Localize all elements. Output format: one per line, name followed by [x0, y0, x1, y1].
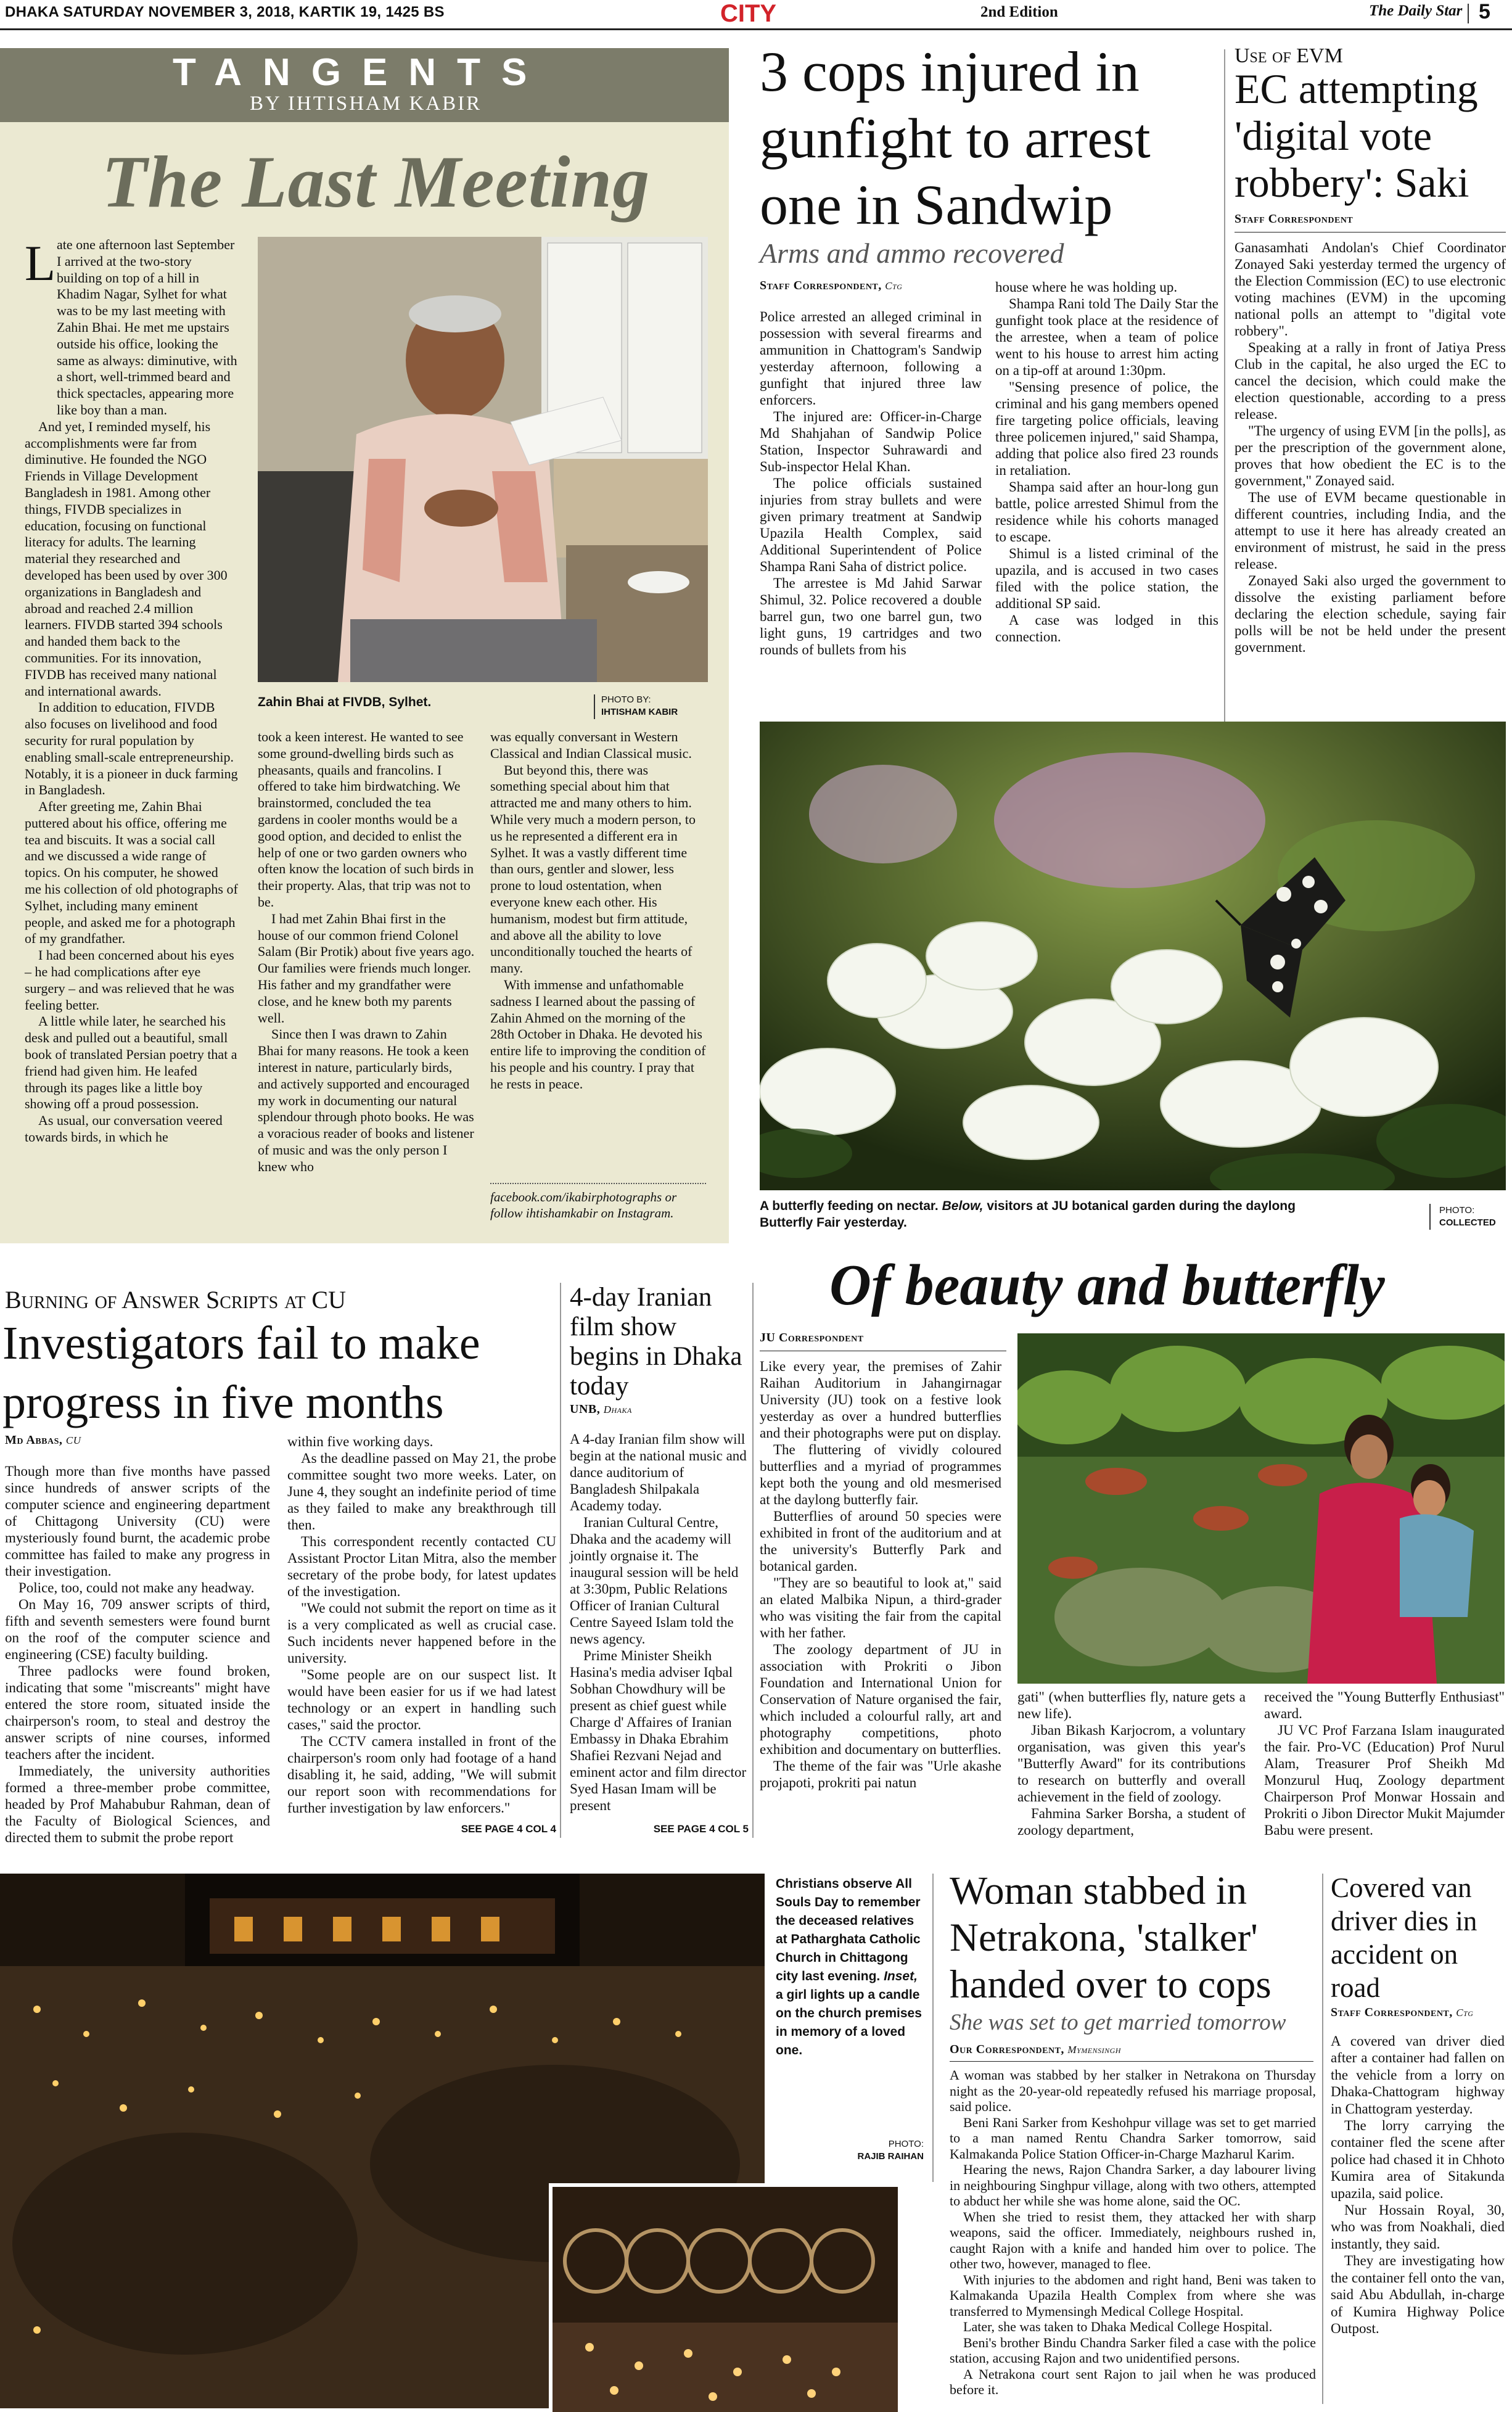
cu-iranian-divider: [560, 1283, 561, 1838]
tangents-photo-caption: Zahin Bhai at FIVDB, Sylhet.: [258, 695, 432, 709]
covered-van-p0: A covered van driver died after a container had fallen on the vehicle from a lorry on Dhaka-Chattogram highway in Chattogram yesterday.: [1331, 2033, 1505, 2117]
cu-col2-p5: The CCTV camera installed in front of the chairperson's room only had footage of a hand disabling it, he said, adding, "We will submit our report soon with recommendations for further investigation by law enforcers.": [287, 1734, 556, 1816]
evm-body: [1235, 239, 1506, 656]
cops-col1-p2: The police officials sustained injuries from stray bullets and were given primary treatment at Sandwip Upazila Health Complex, said Additional Superintendent of Police Shampa Rani Saha of district police.: [760, 475, 982, 574]
cops-col2: [995, 279, 1218, 645]
cu-col1-p3: Three padlocks were found broken, indicating that some "miscreants" might have entered the store room, situated inside the chairperson's room, to steal and destroy the answer scripts of nine courses, informed teachers after the incident.: [5, 1663, 270, 1762]
tangents-col1-p1: And yet, I reminded myself, his accomplishments were far from diminutive. He founded the NGO Friends in Village Development Bangladesh in 1981. Among other things, FIVDB specializes in education, focusing on functional literacy for adults. The learning material they researched and developed has been used by over 300 organizations in Bangladesh and abroad and reached 2.4 million learners. FIVDB started 394 schools and handed them back to the communities. For its innovation, FIVDB has received many national and international awards.: [25, 418, 228, 699]
tangents-col3-p2: With immense and unfathomable sadness I learned about the passing of Zahin Ahmed on the morning of the 28th October in Dhaka. He devoted his entire life to improving the condition of his people and his country. I pray that he rests in peace.: [490, 976, 706, 1092]
cu-byline-place: CU: [65, 1434, 81, 1446]
butterfly-credit-name: COLLECTED: [1439, 1217, 1496, 1228]
cu-col2-p2: This correspondent recently contacted CU Assistant Proctor Litan Mitra, also the member secretary of the probe body, for latest updates of the investigation.: [287, 1534, 556, 1599]
section-name: CITY: [720, 0, 777, 27]
paper-name: The Daily Star: [1369, 2, 1463, 19]
zahin-bhai-illustration: [258, 237, 708, 682]
cu-see-page[interactable]: SEE PAGE 4 COL 4: [461, 1823, 556, 1835]
evm-kicker: Use of EVM: [1235, 44, 1343, 67]
netrakona-headline: Woman stabbed in Netrakona, 'stalker' handed over to cops: [950, 1869, 1272, 2007]
tangents-col2: [258, 729, 475, 1175]
tangents-credit-rule: [594, 694, 595, 719]
tangents-col3: [490, 729, 707, 1093]
iranian-byline-place: Dhaka: [603, 1404, 632, 1415]
beauty-col3: [1264, 1689, 1505, 1838]
cops-col2-p3: Shampa said after an hour-long gun battle, police arrested Shimul from the residence while his cohorts managed to escape.: [995, 479, 1218, 545]
netrakona-p7: A Netrakona court sent Rajon to jail when he was produced before it.: [950, 2366, 1316, 2397]
netrakona-p2: Hearing the news, Rajon Chandra Sarker, a day labourer living in neighbouring Singhpur village, along with two others, attempted to abduct her while she was home alone, said the OC.: [950, 2162, 1316, 2208]
tangents-byline: BY IHTISHAM KABIR: [250, 93, 482, 115]
iranian-byline-name: UNB,: [570, 1402, 601, 1416]
iranian-beauty-divider: [752, 1283, 754, 1838]
netrakona-subhead: She was set to get married tomorrow: [950, 2010, 1286, 2035]
netrakona-p4: With injuries to the abdomen and right hand, Beni was taken to Kalmakanda Upazila Health Complex from where she was transferred to Mymensingh Medical College Hospital.: [950, 2271, 1316, 2319]
covered-van-p3: They are investigating how the container fell onto the van, said Abu Abdullah, in-charge of Kumira Highway Police Outpost.: [1331, 2253, 1505, 2336]
netrakona-covered-divider: [1322, 1874, 1323, 2404]
butterfly-caption: [760, 1198, 1315, 1231]
cops-col1-p0: Police arrested an alleged criminal in possession with several firearms and ammunition in Chattogram's Sandwip yesterday afternoon, following a gunfight that injured three law enforcers.: [760, 309, 982, 408]
beauty-col1-p3: "They are so beautiful to look at," said an elated Malbika Nipun, a third-grader who was visiting the fair from the capital with her father.: [760, 1575, 1001, 1640]
cops-col1: [760, 308, 982, 658]
butterfly-illustration: [760, 722, 1506, 1190]
tangents-col1-p5: A little while later, he searched his desk and pulled out a beautiful, small book of translated Persian poetry that a friend had given him. He leafed through its pages like a little boy showing off a proud possession.: [25, 1013, 237, 1112]
tangents-col2-p1: I had met Zahin Bhai first in the house of our common friend Colonel Salam (Bir Protik) about five years ago. Our families were friends much longer. His father and my grandfather were close, and he knew both my parents well.: [258, 910, 475, 1026]
all-souls-caption-b: Inset,: [884, 1969, 918, 1983]
iranian-body: [570, 1431, 749, 1814]
iranian-p1: Iranian Cultural Centre, Dhaka and the academy will jointly orgnaise it. The inaugural session will be held at 3:30pm, Public Relations Officer of Iranian Cultural Centre Sayeed Islam told the news agency.: [570, 1515, 739, 1647]
beauty-headline: Of beauty and butterfly: [829, 1253, 1385, 1317]
tangents-col1-p6: As usual, our conversation veered towards birds, in which he: [25, 1113, 223, 1145]
page-number: 5: [1479, 0, 1490, 23]
cu-byline: [5, 1433, 81, 1447]
iranian-see-page[interactable]: SEE PAGE 4 COL 5: [653, 1823, 749, 1835]
evm-byline-rule: [1235, 232, 1506, 233]
beauty-col1-p5: The theme of the fair was "Urle akashe projapoti, prokriti pai natun: [760, 1758, 1001, 1790]
all-souls-caption: [776, 1875, 924, 2060]
cops-col2-p0: house where he was holding up.: [995, 279, 1178, 295]
beauty-col3-p1: JU VC Prof Farzana Islam inaugurated the fair. Pro-VC (Education) Prof Nurul Alam, Treasurer Prof Sheikh Md Monzurul Huq, Zoology department Chairperson Prof Monwar Hossain and Prokriti o Jibon Director Mukit Majumder Babu were present.: [1264, 1723, 1505, 1838]
butterfly-caption-a: A butterfly feeding on nectar.: [760, 1199, 939, 1213]
cu-col1: [5, 1463, 270, 1846]
all-souls-credit-name: RAJIB RAIHAN: [857, 2151, 924, 2162]
cops-col1-p1: The injured are: Officer-in-Charge Md Shahjahan of Sandwip Police Station, Inspector Suhrawardi and Sub-inspector Helal Khan.: [760, 409, 982, 474]
cops-headline: 3 cops injured in gunfight to arrest one in Sandwip: [760, 40, 1151, 236]
covered-van-byline: [1331, 2006, 1473, 2020]
cu-col1-p1: Police, too, could not make any headway.: [18, 1580, 255, 1595]
evm-headline: EC attempting 'digital vote robbery': Saki: [1235, 65, 1478, 206]
beauty-byline: JU Correspondent: [760, 1331, 864, 1344]
cops-col2-p2: "Sensing presence of police, the criminal and his gang members opened fire targeting police officials, leaving three policemen injured," said Shampa, adding that police also fired 23 rounds in retaliation.: [995, 379, 1218, 478]
dropcap: L: [25, 235, 56, 291]
cu-col1-p4: Immediately, the university authorities formed a three-member probe committee, headed by Prof Mahabubur Rahman, dean of the Faculty of Biological Sciences, and directed them to submit the probe report: [5, 1763, 270, 1845]
all-souls-inset-photo: [549, 2183, 898, 2412]
evm-p3: The use of EVM became questionable in different countries, including India, and the attempt to use it here has already created an environment of mistrust, he said in the press release.: [1235, 490, 1506, 572]
cu-headline: Investigators fail to make progress in five months: [2, 1317, 480, 1428]
iranian-p2: Prime Minister Sheikh Hasina's media adviser Iqbal Sobhan Chowdhury will be present as chief guest while Charge d' Affaires of Iranian Embassy in Dhaka Ebrahim Shafiei Rezvani Nejad and eminent actor and film director Syed Hasan Imam will be present: [570, 1648, 747, 1813]
cops-evm-divider: [1224, 49, 1225, 722]
tangents-photo-credit-label: PHOTO BY:: [601, 694, 651, 705]
all-souls-caption-a: Christians observe All Souls Day to remember the deceased relatives at Patharghata Catholic Church in Chittagong city last evening.: [776, 1877, 921, 1983]
butterfly-caption-c: visitors at JU botanical garden during the daylong Butterfly Fair yesterday.: [760, 1199, 1296, 1230]
beauty-col2: [1017, 1689, 1246, 1838]
beauty-col1-p4: The zoology department of JU in association with Prokriti o Jibon Foundation and International Union for Conservation of Nature organised the fair, which included a colourful rally, art and photography competitions, photo exhibition and documentary on butterflies.: [760, 1642, 1001, 1757]
covered-van-p2: Nur Hossain Royal, 30, who was from Noakhali, died instantly, they said.: [1331, 2202, 1505, 2252]
butterfly-caption-b: Below,: [942, 1199, 984, 1213]
cu-byline-name: Md Abbas,: [5, 1433, 63, 1447]
covered-van-body: [1331, 2033, 1505, 2337]
beauty-col1-p0: Like every year, the premises of Zahir Raihan Auditorium in Jahangirnagar University (JU) took on a festive look yesterday as over a hundred butterflies and their photographs were put on display.: [760, 1359, 1001, 1441]
tangents-footer[interactable]: facebook.com/ikabirphotographs or follow ihtishamkabir on Instagram.: [490, 1190, 677, 1220]
iranian-p0: A 4-day Iranian film show will begin at the national music and dance auditorium of Bangladesh Shilpakala Academy today.: [570, 1431, 747, 1513]
covered-van-headline: Covered van driver dies in accident on road: [1331, 1872, 1477, 2003]
cops-byline-place: Ctg: [885, 280, 903, 292]
beauty-col1: [760, 1358, 1001, 1791]
cu-col1-p0: Though more than five months have passed since hundreds of answer scripts of the computer science and engineering department of Chittagong University (CU) were mysteriously found burnt, the academic probe committee has failed to make any progress in their investigation.: [5, 1463, 270, 1579]
cops-col2-p5: A case was lodged in this connection.: [995, 612, 1218, 644]
beauty-col3-p0: received the "Young Butterfly Enthusiast" award.: [1264, 1689, 1505, 1721]
all-souls-credit-label: PHOTO:: [888, 2139, 924, 2149]
zahin-bhai-photo: [258, 237, 708, 682]
tangents-col1-p0: ate one afternoon last September I arrived at the two-story building on top of a hill in Khadim Nagar, Sylhet for what was to be my last meeting with Zahin Bhai. He met me upstairs outside his office, looking the same as always: diminutive, with a short, well-trimmed beard and thick spectacles, appearing more like boy than a man.: [57, 237, 237, 418]
netrakona-byline-place: Mymensingh: [1067, 2044, 1121, 2056]
beauty-col2-p0: gati" (when butterflies fly, nature gets a new life).: [1017, 1689, 1246, 1721]
butterfly-credit-label: PHOTO:: [1439, 1205, 1475, 1216]
evm-byline: Staff Correspondent: [1235, 212, 1354, 226]
inset-illustration: [553, 2187, 898, 2412]
edition-label: 2nd Edition: [980, 4, 1058, 20]
masthead-rule: [0, 28, 1512, 30]
evm-p4: Zonayed Saki also urged the government to dissolve the existing parliament before declaring the election schedule, saying fair polls will be not be held under the present government.: [1235, 573, 1506, 655]
netrakona-byline-rule: [950, 2061, 1313, 2062]
cu-kicker: Burning of Answer Scripts at CU: [5, 1286, 346, 1314]
evm-p1: Speaking at a rally in front of Jatiya Press Club in the capital, he also urged the EC to cancel the decision, which could make the election questionable, according to a press release.: [1235, 340, 1506, 422]
tangents-col3-p1: But beyond this, there was something special about him that attracted me and many others to him. While very much a modern person, to us he represented a different era in Sylhet. It was a vastly different time than ours, gentler and slower, less prone to loud ostentation, when everyone knew each other. His humanism, modest but firm attitude, and above all the ability to love unconditionally touched the hearts of many.: [490, 762, 696, 976]
beauty-col2-p2: Fahmina Sarker Borsha, a student of zoology department,: [1017, 1806, 1246, 1838]
tangents-footer-rule: [490, 1183, 706, 1184]
beauty-col1-p2: Butterflies of around 50 species were exhibited in front of the auditorium and at the university's Butterfly Park and botanical garden.: [760, 1509, 1001, 1574]
netrakona-body: [950, 2067, 1316, 2398]
evm-p2: "The urgency of using EVM [in the polls], as per the prescription of the government alone, proves that how obedient the EC is to the government," Zonayed said.: [1235, 423, 1506, 488]
tangents-title: The Last Meeting: [102, 141, 651, 223]
butterfly-credit-rule: [1429, 1204, 1431, 1230]
cu-col2-p3: "We could not submit the report on time as it is a very complicated as well as crucial case. Such incidents never happened before in the university.: [287, 1600, 556, 1666]
cu-col2-p1: As the deadline passed on May 21, the probe committee sought two more weeks. Later, on June 4, they sought an indefinite period of time as they failed to make any breakthrough till then.: [287, 1451, 556, 1533]
cu-col1-p2: On May 16, 709 answer scripts of third, fifth and seventh semesters were found burnt on the roof of the computer science and engineering (CSE) faculty building.: [5, 1597, 270, 1662]
covered-van-byline-place: Ctg: [1456, 2007, 1474, 2019]
page-number-divider: [1468, 4, 1469, 23]
iranian-byline: [570, 1402, 632, 1417]
tangents-photo-credit-name: IHTISHAM KABIR: [601, 707, 678, 717]
cops-subhead: Arms and ammo recovered: [760, 237, 1064, 269]
netrakona-p1: Beni Rani Sarker from Keshohpur village was set to get married to a man named Rentu Chandra Sarker tomorrow, said Kalmakanda Police Station Officer-in-Charge Mazharul Karim.: [950, 2114, 1316, 2162]
netrakona-p3: When she tried to resist them, they attacked her with sharp weapons, said the officer. Immediately, neighbours rushed in, caught Rajon with a knife and handed him over to police. The other two, however, managed to flee.: [950, 2208, 1316, 2271]
cops-col2-p1: Shampa Rani told The Daily Star the gunfight took place at the residence of the arrestee, when a team of police went to his house to arrest him acting on a tip-off at around 1:30pm.: [995, 296, 1218, 378]
cu-col2: [287, 1433, 556, 1816]
cu-col2-p0: within five working days.: [287, 1434, 433, 1449]
tangents-col1-p4: I had been concerned about his eyes – he had complications after eye surgery – and was relieved that he was feeling better.: [25, 947, 234, 1013]
covered-van-byline-name: Staff Correspondent,: [1331, 2006, 1453, 2019]
tangents-col1: [25, 237, 238, 1146]
netrakona-byline-name: Our Correspondent,: [950, 2043, 1064, 2056]
cops-byline-name: Staff Correspondent,: [760, 279, 882, 292]
netrakona-byline: [950, 2043, 1121, 2057]
cu-col2-p4: "Some people are on our suspect list. It would have been easier for us if we had latest technology or an expert in handling such cases," said the proctor.: [287, 1667, 556, 1732]
beauty-col2-p1: Jiban Bikash Karjocrom, a voluntary organisation, was given this year's "Butterfly Award" for its contributions to research on butterfly and overall achievement in the field of zoology.: [1017, 1723, 1246, 1805]
netrakona-p5: Later, she was taken to Dhaka Medical College Hospital.: [963, 2319, 1273, 2334]
souls-netrakona-divider: [932, 1874, 934, 2182]
cops-col1-p3: The arrestee is Md Jahid Sarwar Shimul, 32. Police recovered a double barrel gun, two one barrel gun, two light guns, 19 cartridges and two rounds of bullets from his: [760, 575, 982, 657]
cops-col2-p4: Shimul is a listed criminal of the upazila, and is accused in two cases filed with the police station, the additional SP said.: [995, 546, 1218, 611]
covered-van-p1: The lorry carrying the container fled the scene after police had chased it in Chhoto Kumira area of Sitakunda upazila, said police.: [1331, 2118, 1505, 2201]
tangents-col2-p2: Since then I was drawn to Zahin Bhai for many reasons. He took a keen interest in nature, particularly birds, and actively supported and encouraged my work in documenting our natural splendour through photo books. He was a voracious reader of books and listener of music and was the only person I knew who: [258, 1026, 474, 1174]
netrakona-p0: A woman was stabbed by her stalker in Netrakona on Thursday night as the 20-year-old repeatedly refused his marriage proposal, said police.: [950, 2067, 1316, 2114]
tangents-col3-p0: was equally conversant in Western Classical and Indian Classical music.: [490, 729, 692, 761]
tangents-col2-p0: took a keen interest. He wanted to see some ground-dwelling birds such as pheasants, quails and francolins. I offered to take him birdwatching. We brainstormed, concluded the tea gardens in cooler months would be a good option, and decided to enlist the help of one or two garden owners who often know the location of such birds in their property. Alas, that trip was not to be.: [258, 729, 474, 910]
butterfly-photo: [760, 722, 1506, 1190]
butterfly-fair-illustration: [1017, 1333, 1505, 1684]
dateline: DHAKA SATURDAY NOVEMBER 3, 2018, KARTIK 19, 1425 BS: [5, 4, 445, 20]
tangents-col1-p2: In addition to education, FIVDB also focuses on livelihood and food security for rural population by enabling small-scale entrepreneurship. Notably, it is a pioneer in duck farming in Bangladesh.: [25, 699, 238, 798]
netrakona-p6: Beni's brother Bindu Chandra Sarker filed a case with the police station, accusing Rajon and two unidentified persons.: [950, 2334, 1316, 2366]
tangents-col1-p3: After greeting me, Zahin Bhai puttered about his office, offering me tea and biscuits. It was a social call and we discussed a wide range of topics. On his computer, he showed me his collection of old photographs of Sylhet, including many eminent people, and asked me for a photograph of my grandfather.: [25, 799, 238, 947]
cops-byline: [760, 279, 902, 293]
iranian-headline: 4-day Iranian film show begins in Dhaka today: [570, 1283, 742, 1401]
beauty-col1-p1: The fluttering of vividly coloured butterflies and a myriad of programmes kept both the young and old mesmerised at the daylong butterfly fair.: [760, 1442, 1001, 1507]
butterfly-fair-photo: [1017, 1333, 1505, 1684]
tangents-kicker: TANGENTS: [173, 51, 548, 94]
all-souls-caption-c: a girl lights up a candle on the church premises in memory of a loved one.: [776, 1988, 922, 2057]
evm-p0: Ganasamhati Andolan's Chief Coordinator Zonayed Saki yesterday termed the urgency of the Election Commission (EC) to use electronic voting machines (EVM) in the upcoming national polls an attempt to "digital vote robbery".: [1235, 240, 1506, 339]
